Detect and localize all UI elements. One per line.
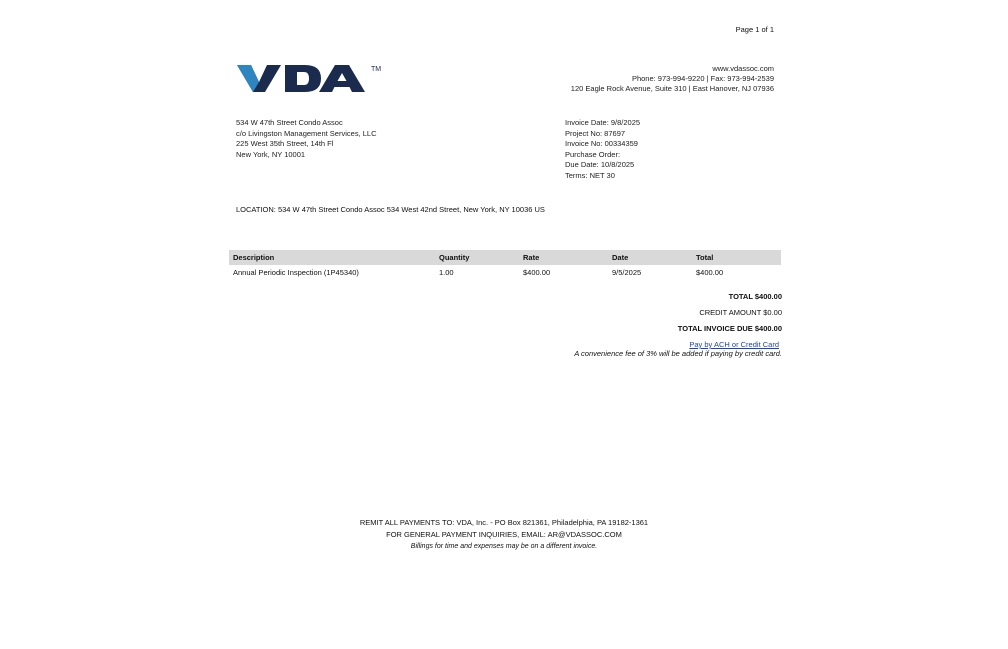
table-header-row [229,250,781,265]
bill-to-line: 534 W 47th Street Condo Assoc [236,118,343,127]
company-info [571,64,774,94]
billing-note: Billings for time and expenses may be on a different invoice. [410,543,598,550]
total-amount: TOTAL $400.00 [728,292,782,301]
project-number: Project No: 87697 [565,128,626,138]
company-phone: Phone: 973-994-9220 | Fax: 973-994-2539 [631,74,774,83]
cell-total: $400.00 [696,267,724,277]
cell-date: 9/5/2025 [612,267,642,277]
inquiries-line: FOR GENERAL PAYMENT INQUIRIES, EMAIL: AR@VDASSOC.COM [386,530,622,539]
company-website: www.vdassoc.com [712,64,774,73]
cell-quantity: 1.00 [439,267,454,277]
trademark-mark: TM [371,66,382,73]
invoice-meta [565,118,640,181]
page-number: Page 1 of 1 [735,25,774,34]
cell-rate: $400.00 [523,267,551,277]
credit-amount: CREDIT AMOUNT $0.00 [699,308,782,317]
header-description: Description [229,250,435,265]
remit-line: REMIT ALL PAYMENTS TO: VDA, Inc. - PO Box 821361, Philadelphia, PA 19182-1361 [359,518,649,527]
convenience-fee-note: A convenience fee of 3% will be added if paying by credit card. [574,349,782,358]
bill-to-line: c/o Livingston Management Services, LLC [236,128,377,138]
invoice-date: Invoice Date: 9/8/2025 [565,118,641,127]
pay-by-ach-link[interactable]: Pay by ACH or Credit Card [689,340,779,349]
terms: Terms: NET 30 [565,170,615,180]
header-quantity: Quantity [435,250,519,265]
company-address: 120 Eagle Rock Avenue, Suite 310 | East Hanover, NJ 07936 [570,84,774,93]
table-row [229,265,781,279]
cell-description: Annual Periodic Inspection (1P45340) [233,267,359,277]
location-line: LOCATION: 534 W 47th Street Condo Assoc 534 West 42nd Street, New York, NY 10036 US [236,205,545,214]
header-total: Total [692,250,781,265]
total-invoice-due: TOTAL INVOICE DUE $400.00 [677,324,782,333]
footer [0,517,1008,553]
line-items-table [229,250,781,279]
due-date: Due Date: 10/8/2025 [565,160,635,169]
purchase-order: Purchase Order: [565,149,621,159]
bill-to-line: 225 West 35th Street, 14th Fl [236,139,334,148]
header-date: Date [608,250,692,265]
vda-logo [237,62,387,94]
bill-to-address [236,118,377,160]
bill-to-line: New York, NY 10001 [236,149,306,159]
invoice-number: Invoice No: 00334359 [565,139,638,148]
header-rate: Rate [519,250,608,265]
